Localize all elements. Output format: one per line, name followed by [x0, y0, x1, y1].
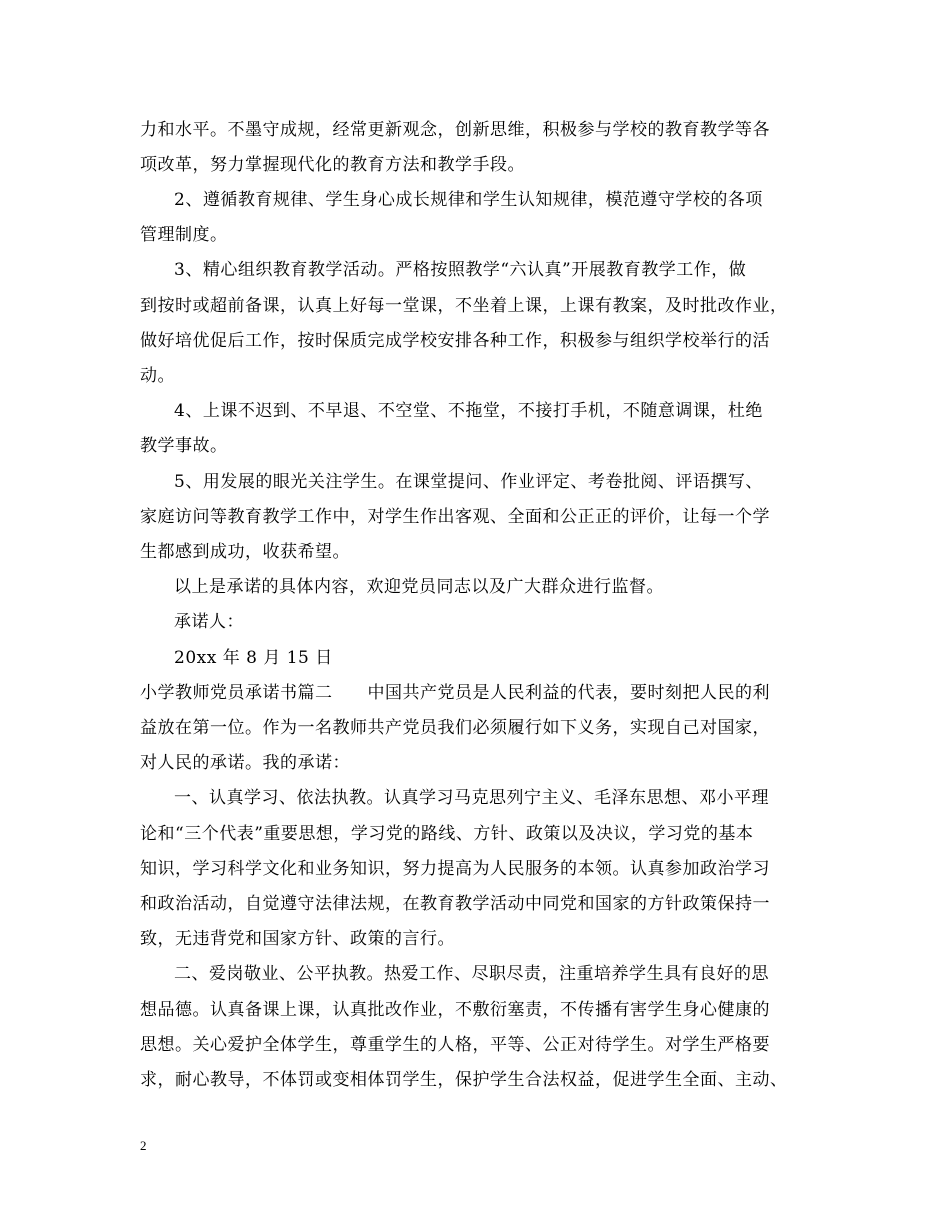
text-line: 想品德。认真备课上课，认真批改作业，不敷衍塞责，不传播有害学生身心健康的: [140, 1000, 770, 1020]
text-line: 思想。关心爱护全体学生，尊重学生的人格，平等、公正对待学生。对学生严格要: [140, 1035, 770, 1055]
text-line: 致，无违背党和国家方针、政策的言行。: [140, 929, 455, 949]
text-line: 论和“三个代表”重要思想，学习党的路线、方针、政策以及决议，学习党的基本: [140, 824, 754, 844]
text-line: 以上是承诺的具体内容，欢迎党员同志以及广大群众进行监督。: [174, 577, 664, 597]
text-line: 二、爱岗敬业、公平执教。热爱工作、尽职尽责，注重培养学生具有良好的思: [174, 964, 769, 984]
text-line: 2、遵循教育规律、学生身心成长规律和学生认知规律，模范遵守学校的各项: [174, 190, 763, 210]
text-line: 生都感到成功，收获希望。: [140, 542, 350, 562]
text-line: 做好培优促后工作，按时保质完成学校安排各种工作，积极参与组织学校举行的活: [140, 331, 770, 351]
text-line: 求，耐心教导，不体罚或变相体罚学生，保护学生合法权益，促进学生全面、主动、: [140, 1070, 788, 1090]
text-line: 到按时或超前备课，认真上好每一堂课，不坐着上课，上课有教案，及时批改作业，: [140, 296, 788, 316]
text-line: 知识，学习科学文化和业务知识，努力提高为人民服务的本领。认真参加政治学习: [140, 859, 770, 879]
text-line: 5、用发展的眼光关注学生。在课堂提问、作业评定、考卷批阅、评语撰写、: [174, 472, 763, 492]
text-line: 教学事故。: [140, 436, 228, 456]
text-line: 力和水平。不墨守成规，经常更新观念，创新思维，积极参与学校的教育教学等各: [140, 120, 770, 140]
text-line: 承诺人：: [174, 612, 244, 632]
text-line: 3、精心组织教育教学活动。严格按照教学“六认真”开展教育教学工作，做: [174, 260, 747, 280]
text-line: 小学教师党员承诺书篇二 中国共产党员是人民利益的代表，要时刻把人民的利: [140, 683, 770, 703]
text-line: 管理制度。: [140, 225, 228, 245]
text-line: 20xx 年 8 月 15 日: [174, 648, 333, 668]
text-line: 动。: [140, 366, 175, 386]
text-line: 项改革，努力掌握现代化的教育方法和教学手段。: [140, 155, 525, 175]
text-line: 和政治活动，自觉遵守法律法规，在教育教学活动中同党和国家的方针政策保持一: [140, 894, 770, 914]
text-line: 益放在第一位。作为一名教师共产党员我们必须履行如下义务，实现自己对国家，: [140, 718, 770, 738]
text-line: 家庭访问等教育教学工作中，对学生作出客观、全面和公正正的评价，让每一个学: [140, 507, 770, 527]
page-number: 2: [140, 1138, 147, 1153]
text-line: 对人民的承诺。我的承诺：: [140, 753, 350, 773]
text-line: 一、认真学习、依法执教。认真学习马克思列宁主义、毛泽东思想、邓小平理: [174, 788, 769, 808]
text-line: 4、上课不迟到、不早退、不空堂、不拖堂，不接打手机，不随意调课，杜绝: [174, 401, 763, 421]
